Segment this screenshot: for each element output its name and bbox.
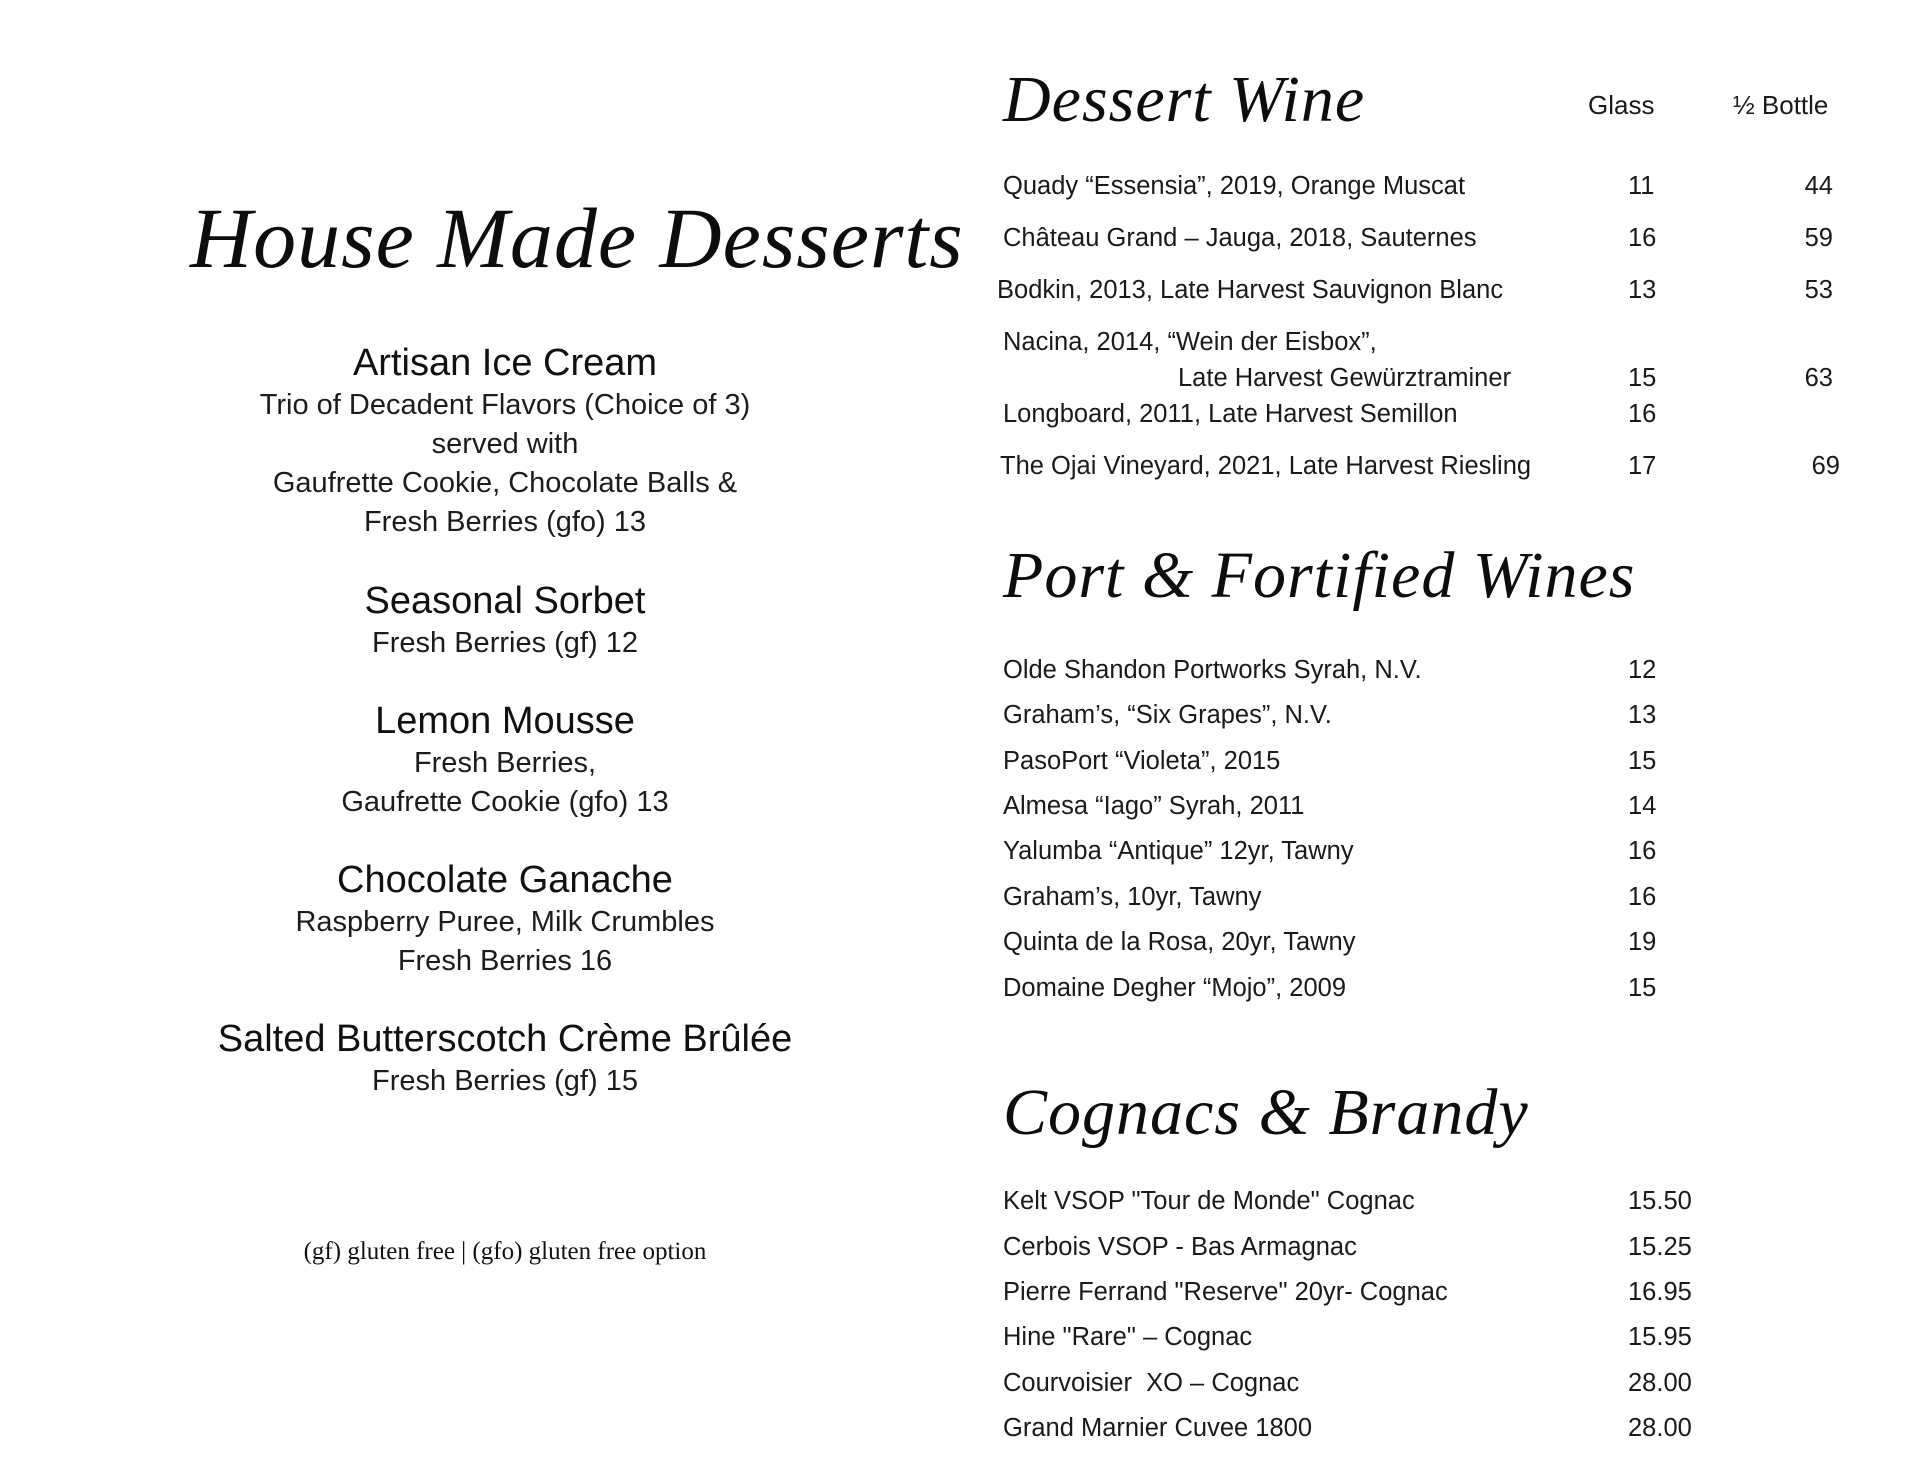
port-row — [1003, 792, 1833, 832]
dessert-description: Trio of Decadent Flavors (Choice of 3) served with Gaufrette Cookie, Chocolate Balls & Fresh Berries (gfo) 13 — [259, 389, 751, 538]
glass-price: 11 — [1628, 172, 1655, 200]
cognac-row — [1003, 1323, 1833, 1363]
dessert-wine-heading: Dessert Wine — [1003, 63, 1366, 136]
wine-row — [1003, 224, 1833, 264]
glass-price: 16 — [1628, 883, 1657, 911]
dessert-name: Seasonal Sorbet — [364, 580, 646, 622]
dessert-name: Lemon Mousse — [375, 700, 635, 742]
wine-name: Quady “Essensia”, 2019, Orange Muscat — [1003, 172, 1466, 200]
wine-row — [997, 276, 1833, 316]
cognac-name: Pierre Ferrand "Reserve" 20yr- Cognac — [1003, 1278, 1448, 1306]
dessert-item — [200, 340, 810, 542]
dessert-description: Raspberry Puree, Milk Crumbles Fresh Berries 16 — [295, 906, 715, 977]
wine-name: Graham’s, “Six Grapes”, N.V. — [1003, 701, 1332, 729]
dessert-name: Artisan Ice Cream — [352, 342, 658, 384]
wine-name: Olde Shandon Portworks Syrah, N.V. — [1003, 656, 1422, 684]
cognac-name: Grand Marnier Cuvee 1800 — [1003, 1414, 1313, 1442]
wine-name: Yalumba “Antique” 12yr, Tawny — [1003, 837, 1354, 865]
port-row — [1003, 928, 1833, 968]
dessert-item — [200, 857, 810, 981]
dessert-name: Chocolate Ganache — [337, 859, 673, 901]
glass-price: 14 — [1628, 792, 1657, 820]
dessert-item — [200, 698, 810, 822]
wine-row — [1003, 400, 1833, 440]
wine-name-continued: Late Harvest Gewürztraminer — [1178, 364, 1512, 392]
glass-price: 19 — [1628, 928, 1657, 956]
dessert-description: Fresh Berries (gf) 15 — [372, 1065, 638, 1097]
glass-price: 13 — [1628, 276, 1657, 304]
cognac-row — [1003, 1369, 1833, 1409]
bottle-price: 44 — [1804, 172, 1833, 200]
port-row — [1003, 837, 1833, 877]
bottle-price: 53 — [1804, 276, 1833, 304]
cognac-price: 15.25 — [1628, 1233, 1692, 1261]
dessert-description: Fresh Berries (gf) 12 — [372, 627, 638, 659]
glass-price: 16 — [1628, 224, 1657, 252]
dietary-footnote: (gf) gluten free | (gfo) gluten free option — [303, 1238, 707, 1265]
port-row — [1003, 701, 1833, 741]
glass-price: 13 — [1628, 701, 1657, 729]
half-bottle-column-header: ½ Bottle — [1733, 90, 1829, 120]
cognac-row — [1003, 1414, 1833, 1454]
wine-row — [1003, 328, 1833, 404]
cognac-price: 16.95 — [1628, 1278, 1692, 1306]
cognac-row — [1003, 1278, 1833, 1318]
wine-name: Longboard, 2011, Late Harvest Semillon — [1003, 400, 1458, 428]
bottle-price: 63 — [1804, 364, 1833, 392]
dessert-description: Fresh Berries, Gaufrette Cookie (gfo) 13 — [341, 747, 669, 818]
cognac-price: 28.00 — [1628, 1369, 1692, 1397]
port-row — [1003, 747, 1833, 787]
cognac-name: Hine "Rare" – Cognac — [1003, 1323, 1253, 1351]
wine-name: The Ojai Vineyard, 2021, Late Harvest Riesling — [1000, 452, 1532, 480]
wine-name: Graham’s, 10yr, Tawny — [1003, 883, 1262, 911]
glass-price: 15 — [1628, 974, 1657, 1002]
cognac-row — [1003, 1187, 1833, 1227]
port-row — [1003, 974, 1833, 1014]
bottle-price: 59 — [1804, 224, 1833, 252]
desserts-heading: House Made Desserts — [190, 190, 964, 286]
wine-row — [1003, 172, 1833, 212]
port-row — [1003, 656, 1833, 696]
cognac-price: 15.50 — [1628, 1187, 1692, 1215]
cognac-name: Courvoisier XO – Cognac — [1003, 1369, 1300, 1397]
glass-price: 16 — [1628, 400, 1657, 428]
cognac-heading: Cognacs & Brandy — [1003, 1076, 1529, 1149]
wine-name: Bodkin, 2013, Late Harvest Sauvignon Blanc — [997, 276, 1504, 304]
bottle-price: 69 — [1811, 452, 1840, 480]
wine-name: Quinta de la Rosa, 20yr, Tawny — [1003, 928, 1356, 956]
glass-price: 15 — [1628, 747, 1657, 775]
dessert-name: Salted Butterscotch Crème Brûlée — [217, 1018, 793, 1060]
wine-name: Nacina, 2014, “Wein der Eisbox”, — [1003, 328, 1377, 356]
glass-column-header: Glass — [1588, 90, 1655, 120]
wine-name: Almesa “Iago” Syrah, 2011 — [1003, 792, 1305, 820]
wine-name: PasoPort “Violeta”, 2015 — [1003, 747, 1281, 775]
glass-price: 17 — [1628, 452, 1657, 480]
glass-price: 16 — [1628, 837, 1657, 865]
glass-price: 12 — [1628, 656, 1657, 684]
cognac-price: 15.95 — [1628, 1323, 1692, 1351]
dessert-item — [200, 578, 810, 663]
port-heading: Port & Fortified Wines — [1003, 539, 1636, 612]
cognac-name: Kelt VSOP "Tour de Monde" Cognac — [1003, 1187, 1415, 1215]
wine-name: Château Grand – Jauga, 2018, Sauternes — [1003, 224, 1477, 252]
dessert-item — [200, 1016, 810, 1101]
wine-name: Domaine Degher “Mojo”, 2009 — [1003, 974, 1347, 1002]
cognac-name: Cerbois VSOP - Bas Armagnac — [1003, 1233, 1357, 1261]
glass-price: 15 — [1628, 364, 1657, 392]
wine-row — [1000, 452, 1840, 492]
cognac-row — [1003, 1233, 1833, 1273]
cognac-price: 28.00 — [1628, 1414, 1692, 1442]
port-row — [1003, 883, 1833, 923]
